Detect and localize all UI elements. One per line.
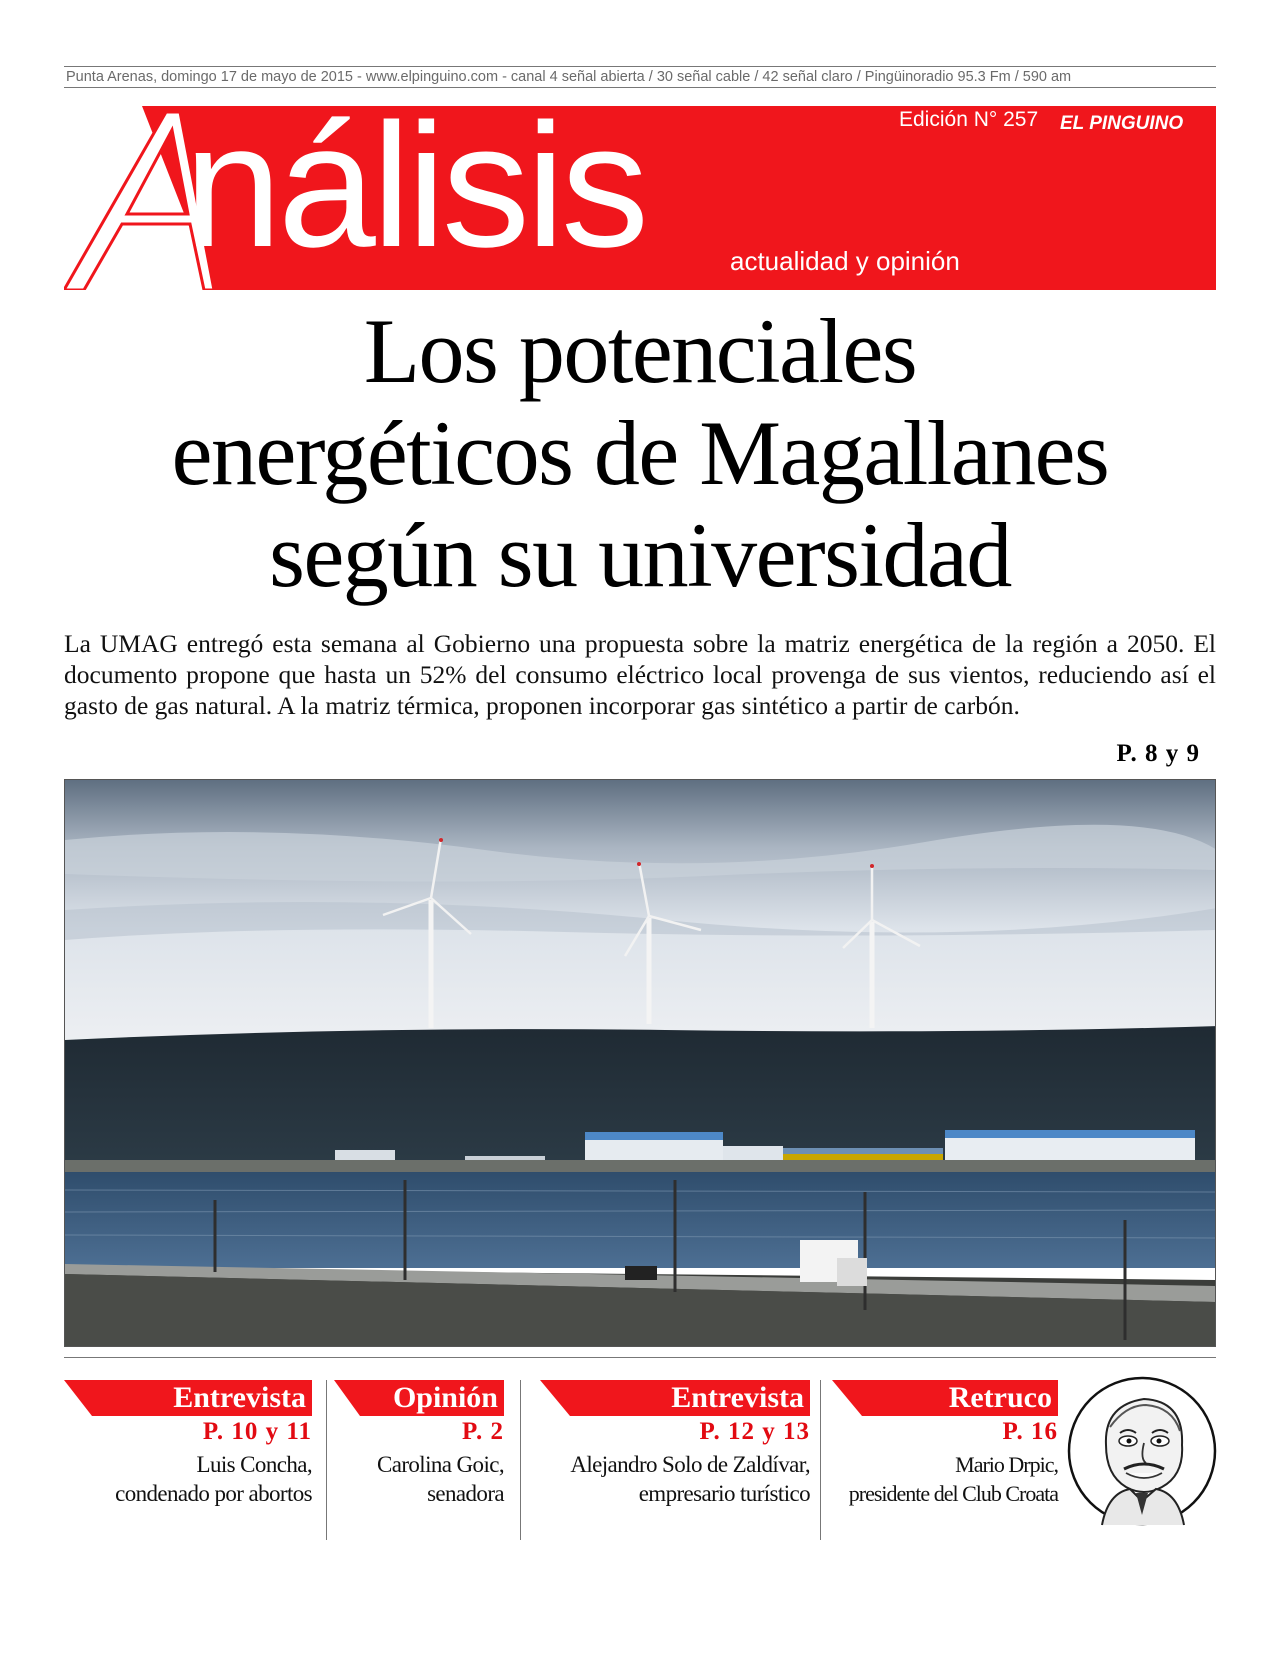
section-label: Opinión xyxy=(392,1381,498,1414)
masthead xyxy=(64,88,1216,290)
teaser-entrevista-solo[interactable] xyxy=(530,1380,810,1540)
headline-line: según su universidad xyxy=(269,504,1011,606)
column-divider xyxy=(520,1380,521,1540)
masthead-title: nálisis xyxy=(184,88,646,284)
section-label: Entrevista xyxy=(671,1381,804,1414)
column-divider xyxy=(820,1380,821,1540)
lede-paragraph: La UMAG entregó esta semana al Gobierno una propuesta sobre la matriz energética de la región a 2050. El documento propone que hasta un 52% del consumo eléctrico local provenga de sus vientos, reduciendo así el gasto de gas natural. A la matriz térmica, proponen incorporar gas sintético a partir de carbón. xyxy=(64,629,1216,720)
main-headline[interactable] xyxy=(40,300,1240,606)
lede-page-reference[interactable]: P. 8 y 9 xyxy=(1116,740,1200,767)
section-banner xyxy=(334,1380,504,1416)
column-divider xyxy=(326,1380,327,1540)
page-reference: P. 2 xyxy=(462,1418,504,1445)
headline-line: energéticos de Magallanes xyxy=(171,402,1109,504)
teaser-retruco-drpic[interactable] xyxy=(826,1380,1058,1540)
caricature-portrait xyxy=(1066,1375,1218,1527)
teaser-opinion-goic[interactable] xyxy=(334,1380,504,1540)
teaser-description: Luis Concha, condenado por abortos xyxy=(115,1452,312,1506)
section-banner xyxy=(832,1380,1058,1416)
masthead-tagline: actualidad y opinión xyxy=(730,246,960,276)
section-divider xyxy=(64,1357,1216,1358)
edition-number: Edición N° 257 xyxy=(899,108,1039,131)
teaser-description: Mario Drpic, presidente del Club Croata xyxy=(848,1452,1058,1506)
page-reference: P. 16 xyxy=(1002,1418,1058,1445)
brand-logo: EL PINGUINO xyxy=(1060,113,1184,134)
section-banner xyxy=(64,1380,312,1416)
dateline: Punta Arenas, domingo 17 de mayo de 2015 - www.elpinguino.com - canal 4 señal abierta / 30 señal cable / 42 señal claro / Pingüinoradio 95.3 Fm / 590 am xyxy=(64,66,1216,88)
section-label: Entrevista xyxy=(173,1381,306,1414)
section-banner xyxy=(540,1380,810,1416)
teaser-description: Alejandro Solo de Zaldívar, empresario turístico xyxy=(570,1452,810,1506)
page-reference: P. 10 y 11 xyxy=(202,1418,312,1445)
teaser-description: Carolina Goic, senadora xyxy=(376,1452,504,1506)
section-label: Retruco xyxy=(948,1381,1052,1414)
wind-turbines-photo xyxy=(64,779,1216,1347)
headline-line: Los potenciales xyxy=(363,300,917,402)
page-reference: P. 12 y 13 xyxy=(699,1418,810,1445)
teaser-entrevista-concha[interactable] xyxy=(64,1380,312,1540)
